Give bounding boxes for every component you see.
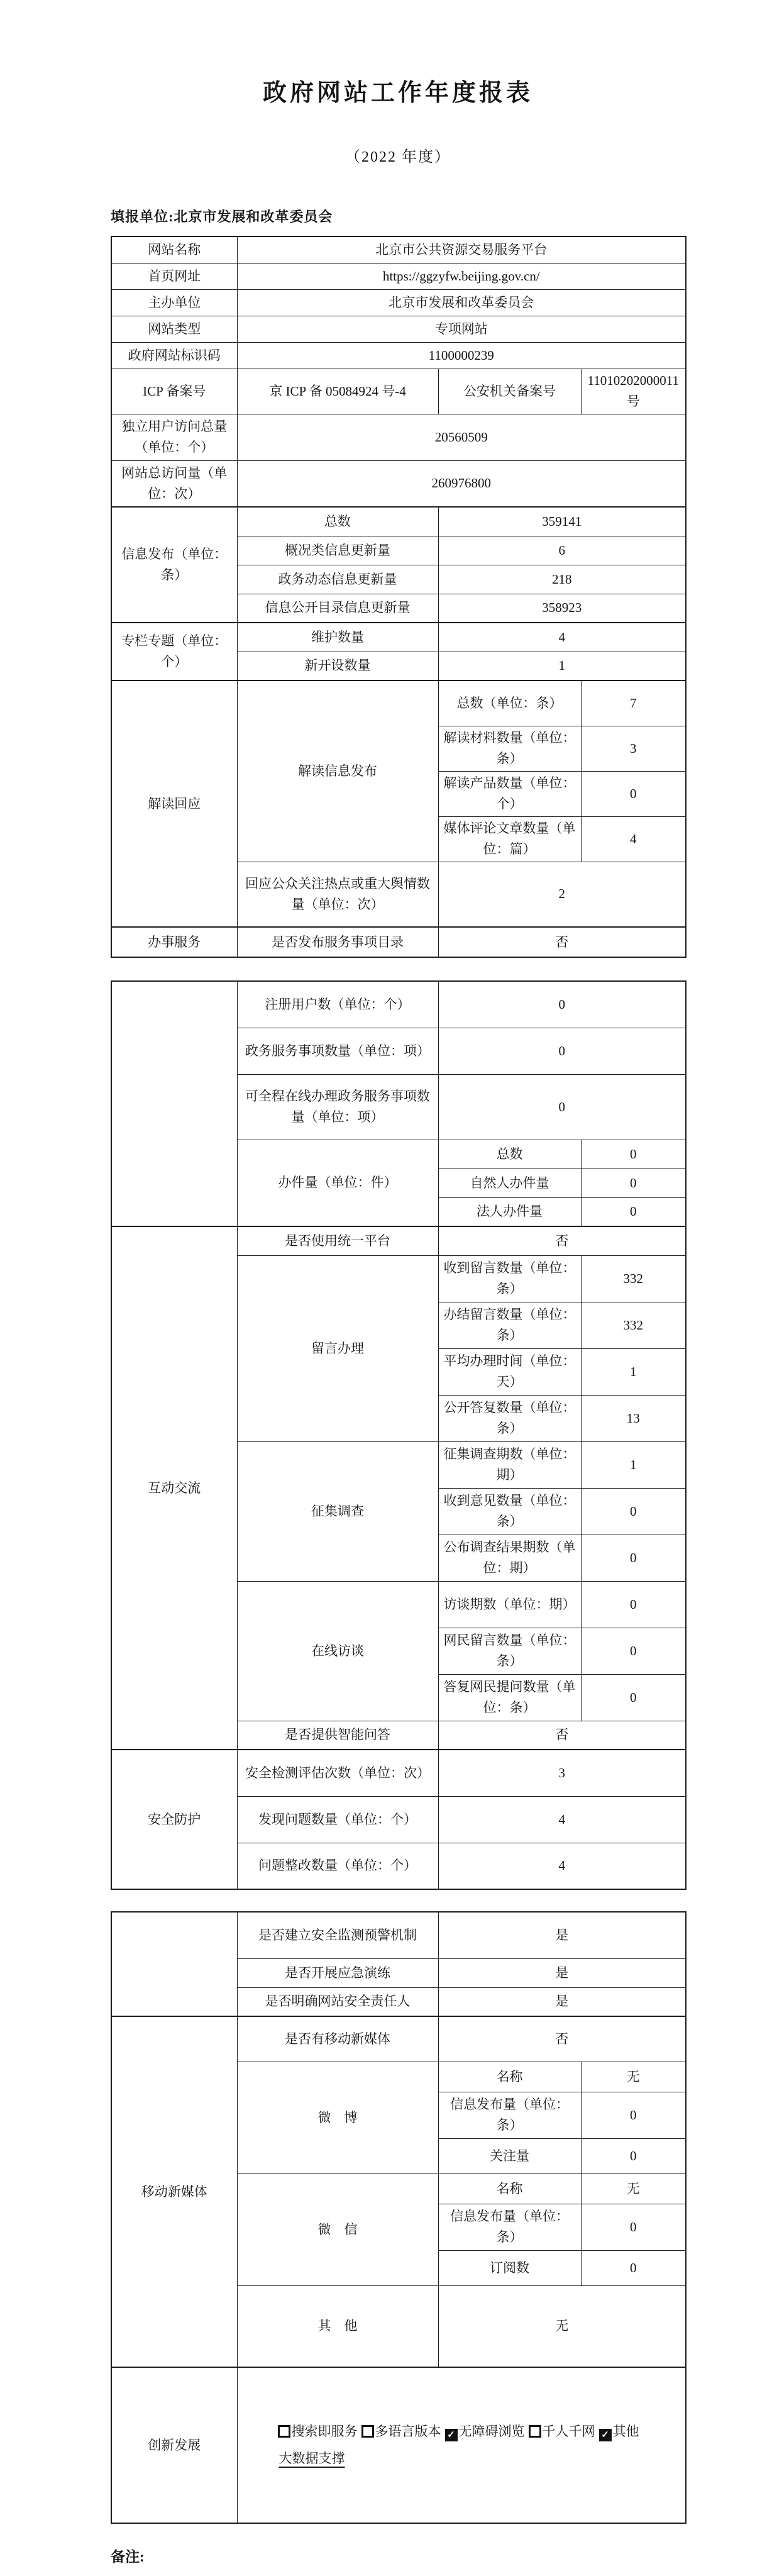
message-row-label: 平均办理时间（单位：天） [438, 1348, 581, 1395]
police-record-label: 公安机关备案号 [438, 369, 581, 414]
respond-hotspot-value: 2 [438, 862, 686, 927]
checkbox-unchecked-icon [529, 2425, 541, 2438]
message-row-label: 公开答复数量（单位：条） [438, 1395, 581, 1441]
interpretation-row-label: 解读产品数量（单位：个） [438, 771, 581, 816]
warning-mechanism-value: 是 [438, 1912, 686, 1958]
smart-qa-label: 是否提供智能问答 [237, 1721, 438, 1750]
innovation-option-label: 千人千网 [542, 2424, 595, 2440]
special-columns-row-label: 新开设数量 [237, 652, 438, 680]
innovation-other-text: 大数据支撑 [278, 2451, 345, 2466]
unique-visitors-label: 独立用户访问总量（单位：个） [111, 414, 237, 460]
survey-row-label: 收到意见数量（单位：条） [438, 1488, 581, 1535]
info-publish-row-label: 政务动态信息更新量 [237, 565, 438, 594]
emergency-drill-value: 是 [438, 1958, 686, 1987]
checkbox-unchecked-icon [361, 2425, 374, 2438]
security-row-label: 安全检测评估次数（单位：次） [237, 1750, 438, 1796]
security-row-value: 4 [438, 1843, 686, 1889]
report-table-security-media [111, 1911, 687, 2524]
full-online-items-label: 可全程在线办理政务服务事项数量（单位：项） [237, 1074, 438, 1140]
wechat-row-value: 无 [581, 2174, 686, 2204]
info-publish-row-value: 358923 [438, 594, 686, 623]
message-row-value: 13 [581, 1395, 686, 1441]
reporting-unit: 填报单位:北京市发展和改革委员会 [111, 209, 333, 225]
service-items-label: 政务服务事项数量（单位：项） [237, 1028, 438, 1074]
message-row-value: 332 [581, 1255, 686, 1302]
service-items-value: 0 [438, 1028, 686, 1074]
wechat-label: 微 信 [237, 2174, 438, 2285]
case-volume-row-label: 总数 [438, 1140, 581, 1169]
message-row-value: 332 [581, 1302, 686, 1348]
unified-platform-label: 是否使用统一平台 [237, 1226, 438, 1255]
security-row-label: 发现问题数量（单位：个） [237, 1796, 438, 1843]
full-online-items-value: 0 [438, 1074, 686, 1140]
table-row [111, 342, 686, 369]
organizer-value: 北京市发展和改革委员会 [237, 289, 686, 316]
table-row [111, 369, 686, 414]
interpretation-publish-label: 解读信息发布 [237, 680, 438, 862]
interpretation-row-value: 0 [581, 771, 686, 816]
report-table-service-interaction [111, 980, 687, 1890]
weibo-row-value: 0 [581, 2138, 686, 2174]
table-row [111, 927, 686, 957]
table-row [111, 623, 686, 652]
unique-visitors-value: 20560509 [237, 414, 686, 460]
special-columns-row-value: 4 [438, 623, 686, 652]
table-row [111, 460, 686, 507]
total-visits-label: 网站总访问量（单位：次） [111, 460, 237, 507]
interview-row-value: 0 [581, 1581, 686, 1628]
service-catalog-value: 否 [438, 927, 686, 957]
icp-value: 京 ICP 备 05084924 号-4 [237, 369, 438, 414]
security-row-label: 问题整改数量（单位：个） [237, 1843, 438, 1889]
survey-label: 征集调查 [237, 1441, 438, 1581]
wechat-row-label: 名称 [438, 2174, 581, 2204]
survey-row-value: 1 [581, 1441, 686, 1488]
registered-users-label: 注册用户数（单位：个） [237, 981, 438, 1028]
report-page [111, 0, 685, 2566]
has-mobile-value: 否 [438, 2016, 686, 2062]
home-url-label: 首页网址 [111, 263, 237, 289]
site-id-label: 政府网站标识码 [111, 342, 237, 369]
has-mobile-label: 是否有移动新媒体 [237, 2016, 438, 2062]
case-volume-row-label: 自然人办件量 [438, 1169, 581, 1197]
innovation-options-line [243, 2421, 681, 2442]
notes-label: 备注: [111, 2549, 145, 2565]
emergency-drill-label: 是否开展应急演练 [237, 1958, 438, 1987]
table-row [111, 236, 686, 263]
organizer-label: 主办单位 [111, 289, 237, 316]
table-row [111, 2016, 686, 2062]
table-row [111, 1226, 686, 1255]
special-columns-row-value: 1 [438, 652, 686, 680]
survey-row-label: 征集调查期数（单位：期） [438, 1441, 581, 1488]
innovation-option-label: 其他 [612, 2424, 639, 2440]
weibo-row-value: 0 [581, 2092, 686, 2138]
interpretation-row-value: 4 [581, 816, 686, 862]
message-row-label: 办结留言数量（单位：条） [438, 1302, 581, 1348]
interpretation-row-label: 总数（单位：条） [438, 680, 581, 726]
site-name-label: 网站名称 [111, 236, 237, 263]
service-continuation-cell [111, 981, 237, 1226]
case-volume-row-value: 0 [581, 1140, 686, 1169]
site-id-value: 1100000239 [237, 342, 686, 369]
innovation-option-label: 多语言版本 [375, 2424, 441, 2440]
interview-row-label: 访谈期数（单位：期） [438, 1581, 581, 1628]
icp-label: ICP 备案号 [111, 369, 237, 414]
innovation-option-label: 无障碍浏览 [458, 2424, 525, 2440]
info-publish-row-label: 概况类信息更新量 [237, 536, 438, 565]
wechat-row-value: 0 [581, 2204, 686, 2250]
interview-row-value: 0 [581, 1628, 686, 1674]
home-url-value: https://ggzyfw.beijing.gov.cn/ [237, 263, 686, 289]
table-row [111, 2367, 686, 2523]
report-table-basic-info [111, 236, 687, 958]
table-row [111, 507, 686, 536]
interpretation-row-value: 7 [581, 680, 686, 726]
table-row [111, 1750, 686, 1796]
info-publish-row-value: 6 [438, 536, 686, 565]
security-row-value: 3 [438, 1750, 686, 1796]
security-row-value: 4 [438, 1796, 686, 1843]
interpretation-label: 解读回应 [111, 680, 237, 927]
weibo-row-label: 信息发布量（单位：条） [438, 2092, 581, 2138]
message-row-label: 收到留言数量（单位：条） [438, 1255, 581, 1302]
innovation-option-label: 搜索即服务 [291, 2424, 358, 2440]
interpretation-row-label: 媒体评论文章数量（单位：篇） [438, 816, 581, 862]
service-catalog-label: 是否发布服务事项目录 [237, 927, 438, 957]
smart-qa-value: 否 [438, 1721, 686, 1750]
info-publish-row-value: 359141 [438, 507, 686, 536]
innovation-options-cell [237, 2367, 686, 2523]
security-officer-value: 是 [438, 1987, 686, 2016]
survey-row-label: 公布调查结果期数（单位：期） [438, 1535, 581, 1581]
site-type-value: 专项网站 [237, 316, 686, 342]
check-icon: ✓ [447, 2430, 455, 2441]
table-row [111, 1912, 686, 1958]
table-row [111, 316, 686, 342]
innovation-label: 创新发展 [111, 2367, 237, 2523]
total-visits-value: 260976800 [237, 460, 686, 507]
respond-hotspot-label: 回应公众关注热点或重大舆情数量（单位：次） [237, 862, 438, 927]
table-row [111, 680, 686, 726]
page-title: 政府网站工作年度报表 [262, 80, 533, 106]
wechat-row-value: 0 [581, 2250, 686, 2285]
registered-users-value: 0 [438, 981, 686, 1028]
info-publish-row-value: 218 [438, 565, 686, 594]
message-row-value: 1 [581, 1348, 686, 1395]
case-volume-row-value: 0 [581, 1169, 686, 1197]
interview-row-label: 答复网民提问数量（单位：条） [438, 1674, 581, 1721]
other-media-label: 其 他 [237, 2285, 438, 2367]
other-media-value: 无 [438, 2285, 686, 2367]
service-label: 办事服务 [111, 927, 237, 957]
case-volume-row-value: 0 [581, 1197, 686, 1226]
wechat-row-label: 订阅数 [438, 2250, 581, 2285]
unified-platform-value: 否 [438, 1226, 686, 1255]
security-continuation-cell [111, 1912, 237, 2016]
wechat-row-label: 信息发布量（单位：条） [438, 2204, 581, 2250]
case-volume-row-label: 法人办件量 [438, 1197, 581, 1226]
weibo-row-label: 关注量 [438, 2138, 581, 2174]
table-row [111, 414, 686, 460]
checkbox-checked-icon [599, 2429, 612, 2441]
case-volume-label: 办件量（单位：件） [237, 1140, 438, 1226]
checkbox-unchecked-icon [278, 2425, 290, 2438]
police-record-value: 11010202000011 号 [581, 369, 686, 414]
site-type-label: 网站类型 [111, 316, 237, 342]
interpretation-row-value: 3 [581, 726, 686, 771]
interview-label: 在线访谈 [237, 1581, 438, 1721]
special-columns-label: 专栏专题（单位：个） [111, 623, 237, 680]
checkbox-checked-icon [445, 2429, 458, 2441]
message-handling-label: 留言办理 [237, 1255, 438, 1441]
security-officer-label: 是否明确网站安全责任人 [237, 1987, 438, 2016]
info-publish-row-label: 信息公开目录信息更新量 [237, 594, 438, 623]
weibo-row-label: 名称 [438, 2062, 581, 2092]
survey-row-value: 0 [581, 1488, 686, 1535]
check-icon: ✓ [601, 2430, 609, 2441]
special-columns-row-label: 维护数量 [237, 623, 438, 652]
survey-row-value: 0 [581, 1535, 686, 1581]
table-row [111, 289, 686, 316]
mobile-media-label: 移动新媒体 [111, 2016, 237, 2367]
weibo-label: 微 博 [237, 2062, 438, 2174]
weibo-row-value: 无 [581, 2062, 686, 2092]
site-name-value: 北京市公共资源交易服务平台 [237, 236, 686, 263]
page-subtitle: （2022 年度） [345, 149, 451, 165]
interaction-label: 互动交流 [111, 1226, 237, 1750]
interpretation-row-label: 解读材料数量（单位：条） [438, 726, 581, 771]
security-label: 安全防护 [111, 1750, 237, 1889]
interview-row-value: 0 [581, 1674, 686, 1721]
table-row [111, 981, 686, 1028]
warning-mechanism-label: 是否建立安全监测预警机制 [237, 1912, 438, 1958]
interview-row-label: 网民留言数量（单位：条） [438, 1628, 581, 1674]
info-publish-label: 信息发布（单位：条） [111, 507, 237, 623]
info-publish-row-label: 总数 [237, 507, 438, 536]
table-row [111, 263, 686, 289]
